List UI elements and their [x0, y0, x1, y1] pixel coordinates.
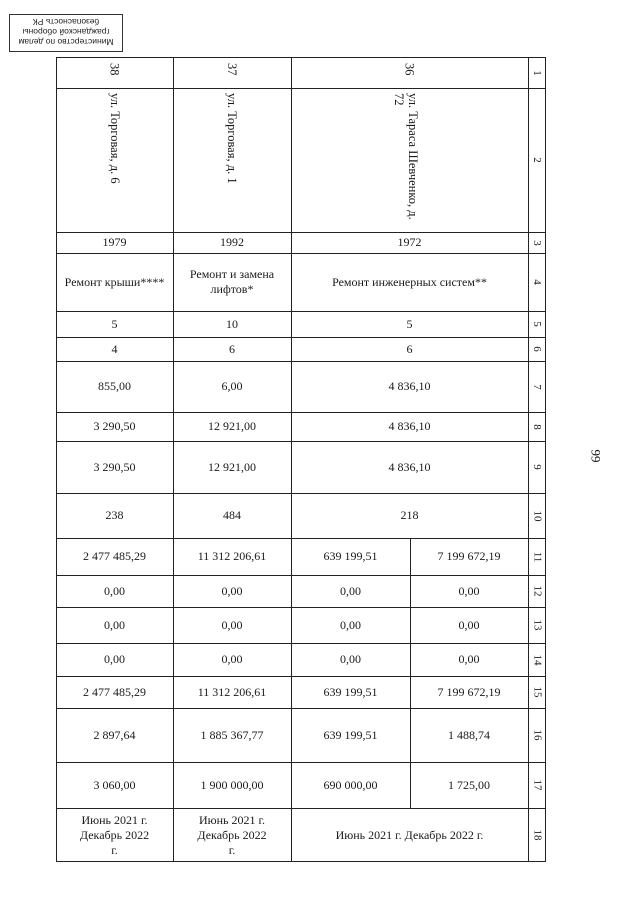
- cell-c7: 6,00: [221, 379, 243, 393]
- cell-c13: 0,00: [104, 617, 125, 632]
- column-number: [528, 412, 546, 441]
- column-number-text: 14: [531, 654, 543, 665]
- column-number: [528, 361, 546, 412]
- column-number-text: 8: [531, 423, 543, 430]
- column-number-text: 2: [531, 157, 543, 163]
- cell-c6: 4: [111, 341, 118, 356]
- cell-c11: 11 312 206,61: [197, 549, 267, 563]
- table-rule: [56, 88, 546, 89]
- cell-c11b: 7 199 672,19: [437, 549, 501, 563]
- column-number: [528, 232, 546, 253]
- column-number: [528, 808, 546, 862]
- cell-year: 1979: [102, 235, 127, 249]
- column-number: [528, 708, 546, 762]
- column-number: [528, 538, 546, 575]
- column-number: [528, 575, 546, 607]
- cell-c11a: 639 199,51: [323, 549, 378, 563]
- repair-schedule-table: [56, 57, 546, 862]
- cell-c11: 2 477 485,29: [83, 549, 146, 563]
- cell-c12a: 0,00: [340, 583, 361, 598]
- column-number: [528, 643, 546, 676]
- cell-c15b: 7 199 672,19: [437, 684, 501, 699]
- column-number-text: 9: [531, 464, 543, 470]
- column-number: [528, 57, 546, 88]
- registration-stamp: [9, 14, 123, 52]
- column-number: [528, 493, 546, 538]
- cell-c9: 12 921,00: [208, 459, 256, 474]
- column-number-text: 11: [531, 551, 543, 562]
- cell-c16a: 639 199,51: [323, 727, 378, 742]
- cell-c10: 238: [105, 508, 124, 522]
- cell-c16: 1 885 367,77: [200, 727, 264, 742]
- column-number-text: 15: [531, 686, 543, 698]
- cell-c9: 3 290,50: [93, 459, 136, 474]
- record-number: 36: [402, 63, 417, 76]
- record-number: 38: [107, 63, 122, 76]
- cell-c15a: 639 199,51: [323, 684, 378, 699]
- cell-c16b: 1 488,74: [448, 727, 490, 742]
- column-number-text: 7: [531, 383, 543, 390]
- cell-c13a: 0,00: [340, 617, 361, 632]
- column-number-text: 10: [531, 510, 543, 521]
- table-rule: [56, 57, 546, 58]
- cell-c14a: 0,00: [340, 652, 361, 666]
- cell-period: Июнь 2021 г. Декабрь 2022 г.: [79, 812, 150, 857]
- record-address: ул. Торговая, д. 1: [225, 93, 239, 184]
- cell-c14: 0,00: [221, 652, 243, 666]
- cell-c17: 3 060,00: [93, 777, 136, 792]
- column-number: [528, 676, 546, 708]
- cell-work: Ремонт и замена лифтов*: [189, 267, 275, 296]
- cell-c9: 4 836,10: [388, 459, 431, 474]
- cell-c8: 4 836,10: [388, 419, 431, 433]
- cell-c6: 6: [229, 341, 235, 356]
- cell-c10: 484: [223, 508, 241, 522]
- column-number: [528, 607, 546, 643]
- column-number-text: 4: [531, 279, 543, 285]
- cell-c7: 4 836,10: [388, 379, 431, 393]
- column-number-text: 1: [531, 69, 543, 76]
- cell-c12: 0,00: [104, 583, 125, 598]
- cell-period: Июнь 2021 г. Декабрь 2022 г.: [335, 827, 484, 842]
- cell-c5: 10: [226, 316, 238, 331]
- cell-c8: 12 921,00: [208, 419, 256, 433]
- column-number: [528, 441, 546, 493]
- column-number: [528, 253, 546, 311]
- stamp-line: безопасность РК: [32, 17, 100, 27]
- column-number-text: 3: [531, 239, 543, 246]
- cell-c10: 218: [400, 508, 419, 522]
- column-number-text: 6: [531, 346, 543, 352]
- page-number: 99: [588, 449, 604, 463]
- cell-c17a: 690 000,00: [323, 777, 378, 792]
- column-number-text: 13: [531, 619, 543, 631]
- record-number: 37: [225, 63, 239, 76]
- column-number: [528, 337, 546, 361]
- cell-c16: 2 897,64: [93, 727, 136, 742]
- column-number-text: 17: [531, 779, 543, 791]
- cell-c17: 1 900 000,00: [200, 777, 264, 792]
- cell-c14b: 0,00: [458, 652, 480, 666]
- cell-c17b: 1 725,00: [448, 777, 490, 792]
- column-number-text: 5: [531, 321, 543, 327]
- cell-c12: 0,00: [221, 583, 243, 598]
- cell-c13b: 0,00: [458, 617, 480, 632]
- cell-c15: 2 477 485,29: [83, 684, 146, 699]
- cell-c15: 11 312 206,61: [197, 684, 267, 699]
- column-number: [528, 88, 546, 232]
- cell-c5: 5: [111, 316, 118, 331]
- column-number-text: 16: [531, 729, 543, 741]
- cell-period: Июнь 2021 г. Декабрь 2022 г.: [197, 812, 267, 857]
- cell-c6: 6: [406, 341, 413, 356]
- cell-c7: 855,00: [98, 379, 131, 393]
- cell-work: Ремонт крыши****: [64, 274, 165, 289]
- column-number: [528, 311, 546, 337]
- column-number: [528, 762, 546, 808]
- cell-c12b: 0,00: [458, 583, 480, 598]
- cell-c14: 0,00: [104, 652, 125, 666]
- cell-c5: 5: [406, 316, 413, 331]
- record-address: ул. Торговая, д. 6: [108, 93, 122, 184]
- column-number-text: 12: [531, 585, 543, 597]
- cell-work: Ремонт инженерных систем**: [332, 274, 487, 289]
- cell-year: 1972: [397, 235, 422, 249]
- cell-c13: 0,00: [221, 617, 243, 632]
- cell-year: 1992: [220, 235, 244, 249]
- cell-c8: 3 290,50: [93, 419, 136, 433]
- record-address: ул. Тараса Шевченко, д. 72: [392, 93, 420, 220]
- stamp-line: гражданской обороны: [22, 27, 110, 37]
- stamp-line: Министерство по делам: [18, 37, 114, 47]
- column-number-text: 18: [531, 829, 543, 841]
